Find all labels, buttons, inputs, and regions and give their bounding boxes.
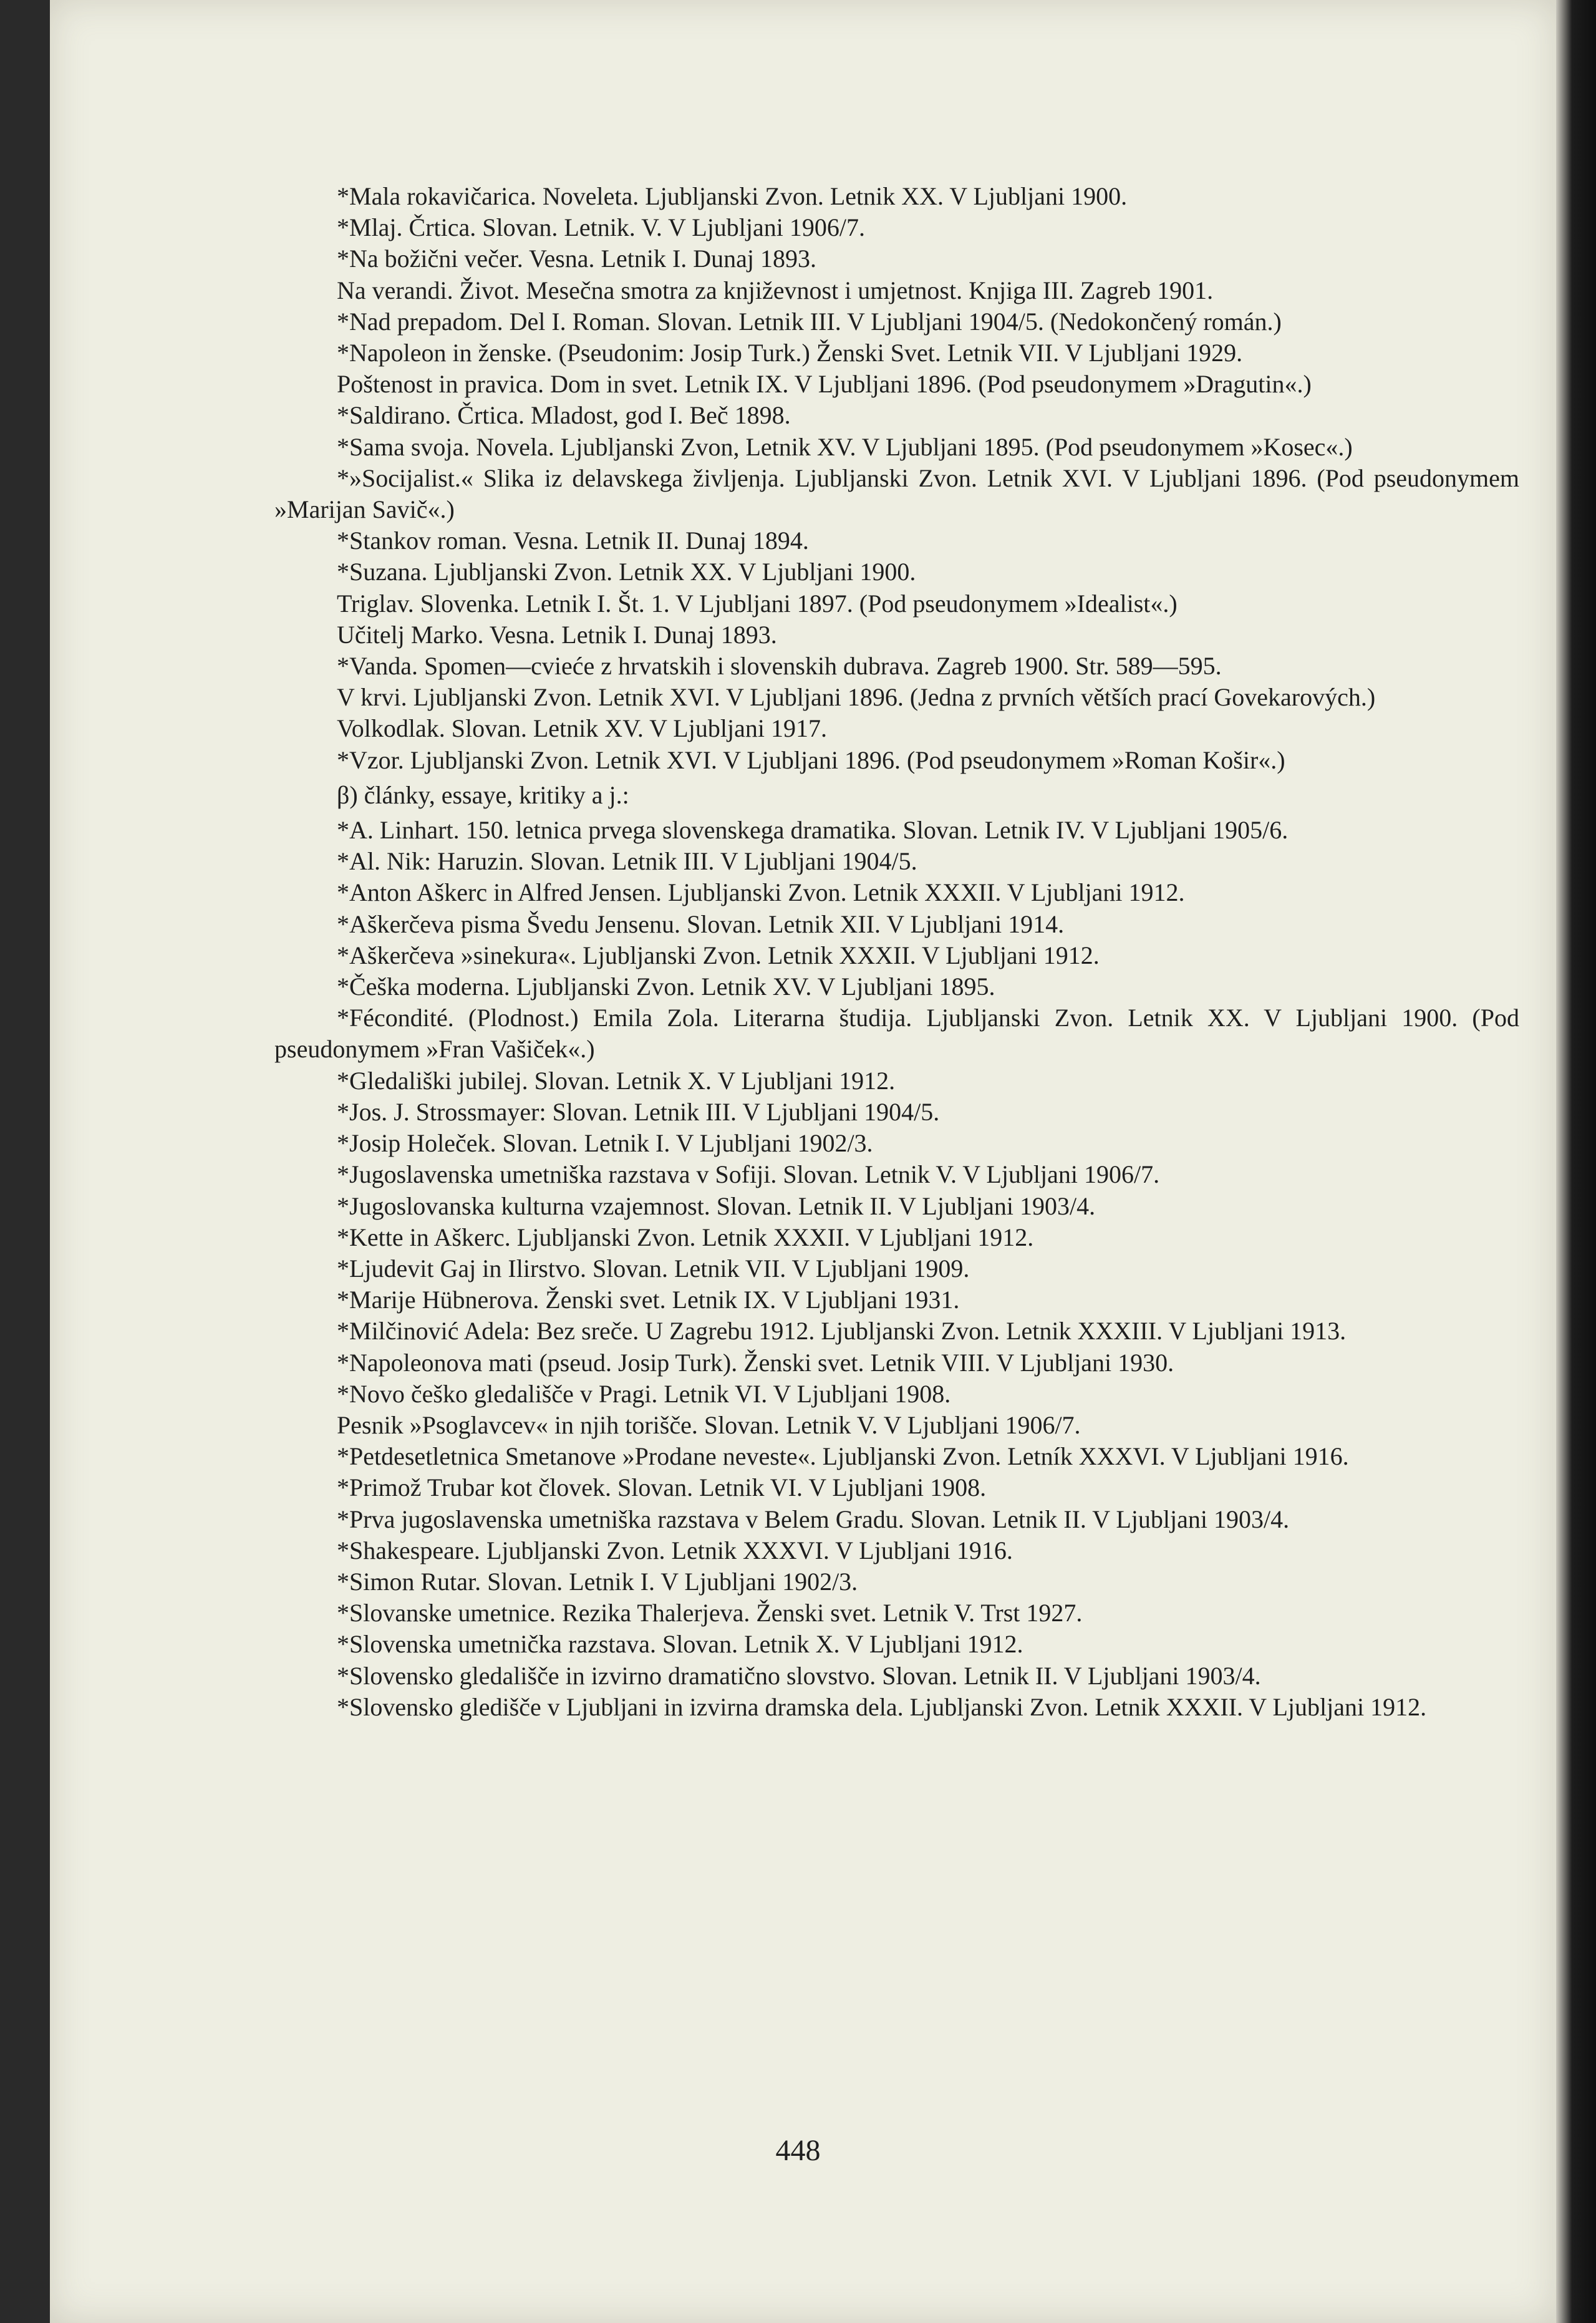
bibliography-text [274, 181, 1519, 1723]
bibliography-entry: *Marije Hübnerova. Ženski svet. Letnik IX. V Ljubljani 1931. [337, 1286, 960, 1314]
bibliography-entry: *Ljudevit Gaj in Ilirstvo. Slovan. Letnik VII. V Ljubljani 1909. [337, 1254, 970, 1283]
bibliography-entry: Volkodlak. Slovan. Letnik XV. V Ljubljani 1917. [337, 714, 827, 743]
book-spine-edge [1556, 0, 1596, 2323]
bibliography-entry: *Češka moderna. Ljubljanski Zvon. Letnik XV. V Ljubljani 1895. [337, 972, 995, 1001]
fiction-entries [274, 181, 1519, 776]
bibliography-entry: *Slovensko gledališče in izvirno dramatično slovstvo. Slovan. Letnik II. V Ljubljani 1903/4. [337, 1661, 1261, 1690]
bibliography-entry: *»Socijalist.« Slika iz delavskega življenja. Ljubljanski Zvon. Letnik XVI. V Ljubljani 1896. (Pod pseudonymem »Marijan Savič«.) [274, 463, 1519, 524]
bibliography-entry: *Nad prepadom. Del I. Roman. Slovan. Letnik III. V Ljubljani 1904/5. (Nedokončený román.) [337, 307, 1282, 336]
bibliography-entry: *Shakespeare. Ljubljanski Zvon. Letnik XXXVI. V Ljubljani 1916. [337, 1536, 1013, 1564]
bibliography-entry: *Gledališki jubilej. Slovan. Letnik X. V Ljubljani 1912. [337, 1066, 896, 1095]
bibliography-entry: *Napoleonova mati (pseud. Josip Turk). Ženski svet. Letnik VIII. V Ljubljani 1930. [337, 1348, 1174, 1377]
bibliography-entry: *Mlaj. Črtica. Slovan. Letnik. V. V Ljubljani 1906/7. [337, 213, 866, 242]
bibliography-entry: *Jos. J. Strossmayer: Slovan. Letnik III. V Ljubljani 1904/5. [337, 1097, 940, 1126]
bibliography-entry: *Slovanske umetnice. Rezika Thalerjeva. Ženski svet. Letnik V. Trst 1927. [337, 1599, 1083, 1627]
bibliography-entry: *Napoleon in ženske. (Pseudonim: Josip Turk.) Ženski Svet. Letnik VII. V Ljubljani 1929. [337, 339, 1243, 367]
bibliography-entry: *Milčinović Adela: Bez sreče. U Zagrebu 1912. Ljubljanski Zvon. Letnik XXXIII. V Ljubljani 1913. [337, 1317, 1347, 1346]
bibliography-entry: *Simon Rutar. Slovan. Letnik I. V Ljubljani 1902/3. [337, 1567, 858, 1596]
bibliography-entry: *Novo češko gledališče v Pragi. Letnik VI. V Ljubljani 1908. [337, 1379, 951, 1408]
bibliography-entry: Na verandi. Život. Mesečna smotra za književnost i umjetnost. Knjiga III. Zagreb 1901. [337, 276, 1214, 304]
bibliography-entry: *Jugoslavenska umetniška razstava v Sofiji. Slovan. Letnik V. V Ljubljani 1906/7. [337, 1160, 1160, 1189]
bibliography-entry: Učitelj Marko. Vesna. Letnik I. Dunaj 1893. [337, 620, 777, 649]
bibliography-entry: *Al. Nik: Haruzin. Slovan. Letnik III. V Ljubljani 1904/5. [337, 847, 917, 876]
scanned-page [50, 0, 1556, 2323]
bibliography-entry: *Josip Holeček. Slovan. Letnik I. V Ljubljani 1902/3. [337, 1129, 873, 1158]
bibliography-entry: *Anton Aškerc in Alfred Jensen. Ljubljanski Zvon. Letnik XXXII. V Ljubljani 1912. [337, 878, 1185, 907]
bibliography-entry: *Suzana. Ljubljanski Zvon. Letnik XX. V Ljubljani 1900. [337, 558, 916, 586]
bibliography-entry: *Prva jugoslavenska umetniška razstava v Belem Gradu. Slovan. Letnik II. V Ljubljani 1903/4. [337, 1505, 1290, 1533]
bibliography-entry: *Jugoslovanska kulturna vzajemnost. Slovan. Letnik II. V Ljubljani 1903/4. [337, 1191, 1096, 1220]
bibliography-entry: Poštenost in pravica. Dom in svet. Letnik IX. V Ljubljani 1896. (Pod pseudonymem »Dragutin«.) [337, 370, 1312, 399]
bibliography-entry: V krvi. Ljubljanski Zvon. Letnik XVI. V Ljubljani 1896. (Jedna z prvních větších prací Govekarových.) [337, 683, 1376, 712]
bibliography-entry: *Slovenska umetnička razstava. Slovan. Letnik X. V Ljubljani 1912. [337, 1630, 1023, 1659]
bibliography-entry: *Na božični večer. Vesna. Letnik I. Dunaj 1893. [337, 245, 817, 273]
bibliography-entry: *Saldirano. Črtica. Mladost, god I. Beč 1898. [337, 401, 791, 430]
bibliography-entry: *Vanda. Spomen—cvieće z hrvatskih i slovenskih dubrava. Zagreb 1900. Str. 589—595. [337, 652, 1222, 681]
bibliography-entry: *Vzor. Ljubljanski Zvon. Letnik XVI. V Ljubljani 1896. (Pod pseudonymem »Roman Košir«.) [337, 745, 1285, 774]
bibliography-entry: *Primož Trubar kot človek. Slovan. Letnik VI. V Ljubljani 1908. [337, 1473, 987, 1502]
bibliography-entry: Triglav. Slovenka. Letnik I. Št. 1. V Ljubljani 1897. (Pod pseudonymem »Idealist«.) [337, 589, 1178, 618]
bibliography-entry: *A. Linhart. 150. letnica prvega slovenskega dramatika. Slovan. Letnik IV. V Ljubljani 1905/6. [337, 816, 1289, 845]
bibliography-entry: *Slovensko gledišče v Ljubljani in izvirna dramska dela. Ljubljanski Zvon. Letnik XXXII. V Ljubljani 1912. [337, 1692, 1427, 1721]
bibliography-entry: *Petdesetletnica Smetanove »Prodane neveste«. Ljubljanski Zvon. Letník XXXVI. V Ljubljani 1916. [337, 1442, 1349, 1471]
article-entries [274, 815, 1519, 1723]
bibliography-entry: *Stankov roman. Vesna. Letnik II. Dunaj 1894. [337, 526, 809, 555]
bibliography-entry: *Sama svoja. Novela. Ljubljanski Zvon, Letnik XV. V Ljubljani 1895. (Pod pseudonymem »Kosec«.) [337, 432, 1353, 461]
bibliography-entry: *Aškerčeva pisma Švedu Jensenu. Slovan. Letnik XII. V Ljubljani 1914. [337, 909, 1065, 938]
bibliography-entry: *Kette in Aškerc. Ljubljanski Zvon. Letnik XXXII. V Ljubljani 1912. [337, 1223, 1034, 1251]
section-heading: β) články, essaye, kritiky a j.: [337, 780, 629, 809]
bibliography-entry: *Aškerčeva »sinekura«. Ljubljanski Zvon. Letnik XXXII. V Ljubljani 1912. [337, 941, 1100, 969]
page-number: 448 [775, 2134, 821, 2167]
bibliography-entry: *Mala rokavičarica. Noveleta. Ljubljanski Zvon. Letnik XX. V Ljubljani 1900. [337, 182, 1128, 210]
bibliography-entry: Pesnik »Psoglavcev« in njih torišče. Slovan. Letnik V. V Ljubljani 1906/7. [337, 1410, 1081, 1439]
bibliography-entry: *Fécondité. (Plodnost.) Emila Zola. Literarna študija. Ljubljanski Zvon. Letnik XX. V Ljubljani 1900. (Pod pseudonymem »Fran Vašiček«.) [274, 1004, 1519, 1064]
